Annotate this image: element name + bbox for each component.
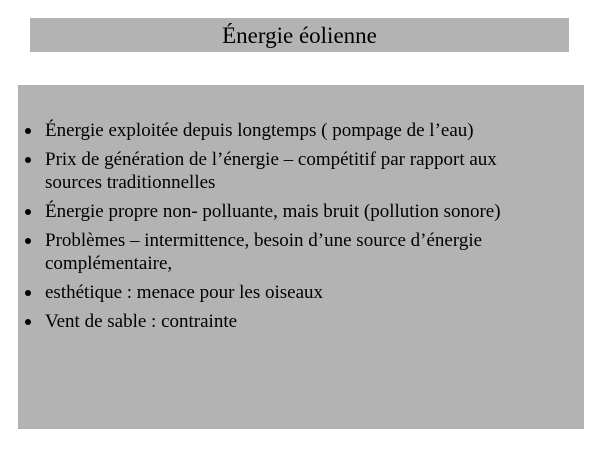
bullet-text-sand: Vent de sable : contrainte <box>45 311 238 332</box>
slide-content-box <box>18 85 584 429</box>
bullet-list <box>18 119 584 339</box>
bullet-item-cost <box>18 148 555 194</box>
bullet-icon <box>25 209 31 215</box>
bullet-icon <box>25 238 31 244</box>
slide-title: Énergie éolienne <box>222 22 377 48</box>
bullet-icon <box>25 128 31 134</box>
slide-title-box <box>30 18 569 52</box>
bullet-text-problems: Problèmes – intermittence, besoin d’une source d’énergie complémentaire, <box>45 230 483 274</box>
bullet-text-cost: Prix de génération de l’énergie – compétitif par rapport aux sources traditionnelles <box>45 149 497 193</box>
bullet-icon <box>25 319 31 325</box>
bullet-text-clean: Énergie propre non- polluante, mais bruit (pollution sonore) <box>45 201 501 222</box>
bullet-text-aesthetics: esthétique : menace pour les oiseaux <box>45 282 324 303</box>
bullet-item-sand <box>18 310 555 333</box>
bullet-text-history: Énergie exploitée depuis longtemps ( pompage de l’eau) <box>45 120 474 141</box>
bullet-item-clean <box>18 200 555 223</box>
bullet-icon <box>25 290 31 296</box>
bullet-item-history <box>18 119 555 142</box>
bullet-item-aesthetics <box>18 281 555 304</box>
bullet-icon <box>25 157 31 163</box>
bullet-item-problems <box>18 229 555 275</box>
